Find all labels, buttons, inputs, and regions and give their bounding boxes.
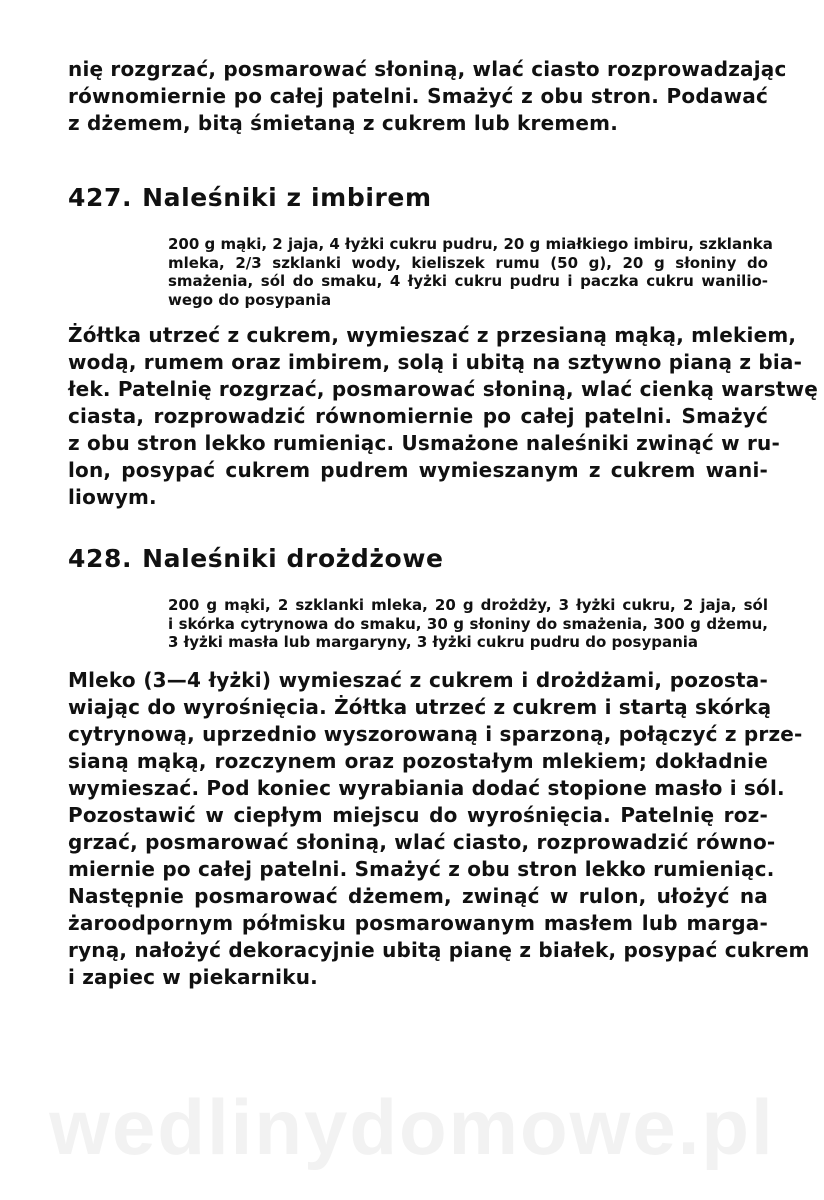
watermark: wedlinydomowe.pl — [49, 1083, 775, 1171]
recipe-number: 428. — [68, 544, 133, 573]
ingredients-line: 3 łyżki masła lub margaryny, 3 łyżki cukru pudru do posypania — [168, 633, 699, 651]
ingredients-line: 200 g mąki, 2 szklanki mleka, 20 g drożdży, 3 łyżki cukru, 2 jaja, sól — [168, 596, 768, 614]
paragraph-line: sianą mąką, rozczynem oraz pozostałym mlekiem; dokładnie — [68, 749, 768, 773]
recipe-title: Naleśniki z imbirem — [142, 183, 432, 212]
recipe-428-instructions — [68, 667, 810, 991]
recipe-428-heading — [68, 544, 444, 573]
paragraph-line: nię rozgrzać, posmarować słoniną, wlać ciasto rozprowadzając — [68, 57, 787, 81]
paragraph-line: Pozostawić w ciepłym miejscu do wyrośnięcia. Patelnię roz- — [68, 803, 768, 827]
recipe-number: 427. — [68, 183, 133, 212]
ingredients-line: i skórka cytrynowa do smaku, 30 g słoniny do smażenia, 300 g dżemu, — [168, 614, 768, 633]
paragraph-line: równomiernie po całej patelni. Smażyć z obu stron. Podawać — [68, 84, 768, 108]
paragraph-line: Mleko (3—4 łyżki) wymieszać z cukrem i drożdżami, pozosta- — [68, 668, 768, 692]
paragraph-line: Następnie posmarować dżemem, zwinąć w rulon, ułożyć na — [68, 884, 768, 908]
paragraph-line: łek. Patelnię rozgrzać, posmarować słoniną, wlać cienką warstwę — [68, 377, 819, 401]
recipe-427-instructions — [68, 322, 819, 511]
paragraph-line: żaroodpornym półmisku posmarowanym masłem lub marga- — [68, 911, 768, 935]
paragraph-line: z dżemem, bitą śmietaną z cukrem lub kremem. — [68, 111, 619, 135]
paragraph-line: i zapiec w piekarniku. — [68, 965, 318, 989]
paragraph-line: grzać, posmarować słoniną, wlać ciasto, rozprowadzić równo- — [68, 830, 776, 854]
recipe-427-ingredients — [168, 235, 773, 309]
recipe-title: Naleśniki drożdżowe — [142, 544, 444, 573]
paragraph-line: liowym. — [68, 485, 157, 509]
paragraph-line: miernie po całej patelni. Smażyć z obu stron lekko rumieniąc. — [68, 857, 775, 881]
paragraph-line: z obu stron lekko rumieniąc. Usmażone naleśniki zwinąć w ru- — [68, 431, 780, 455]
paragraph-line: lon, posypać cukrem pudrem wymieszanym z cukrem wani- — [68, 458, 768, 482]
ingredients-line: 200 g mąki, 2 jaja, 4 łyżki cukru pudru, 20 g miałkiego imbiru, szklanka — [168, 235, 773, 253]
paragraph-line: wiając do wyrośnięcia. Żółtka utrzeć z cukrem i startą skórką — [68, 695, 772, 719]
ingredients-line: wego do posypania — [168, 290, 332, 309]
paragraph-line: Żółtka utrzeć z cukrem, wymieszać z przesianą mąką, mlekiem, — [68, 323, 797, 347]
ingredients-line: mleka, 2/3 szklanki wody, kieliszek rumu (50 g), 20 g słoniny do — [168, 253, 768, 272]
paragraph-line: cytrynową, uprzednio wyszorowaną i sparzoną, połączyć z prze- — [68, 722, 803, 746]
intro-paragraph — [68, 56, 787, 137]
paragraph-line: wymieszać. Pod koniec wyrabiania dodać stopione masło i sól. — [68, 776, 785, 800]
paragraph-line: ryną, nałożyć dekoracyjnie ubitą pianę z białek, posypać cukrem — [68, 938, 810, 962]
ingredients-line: smażenia, sól do smaku, 4 łyżki cukru pudru i paczka cukru wanilio- — [168, 272, 768, 290]
paragraph-line: ciasta, rozprowadzić równomiernie po całej patelni. Smażyć — [68, 404, 768, 428]
recipe-428-ingredients — [168, 596, 768, 652]
paragraph-line: wodą, rumem oraz imbirem, solą i ubitą na sztywno pianą z bia- — [68, 350, 803, 374]
recipe-427-heading — [68, 183, 432, 212]
